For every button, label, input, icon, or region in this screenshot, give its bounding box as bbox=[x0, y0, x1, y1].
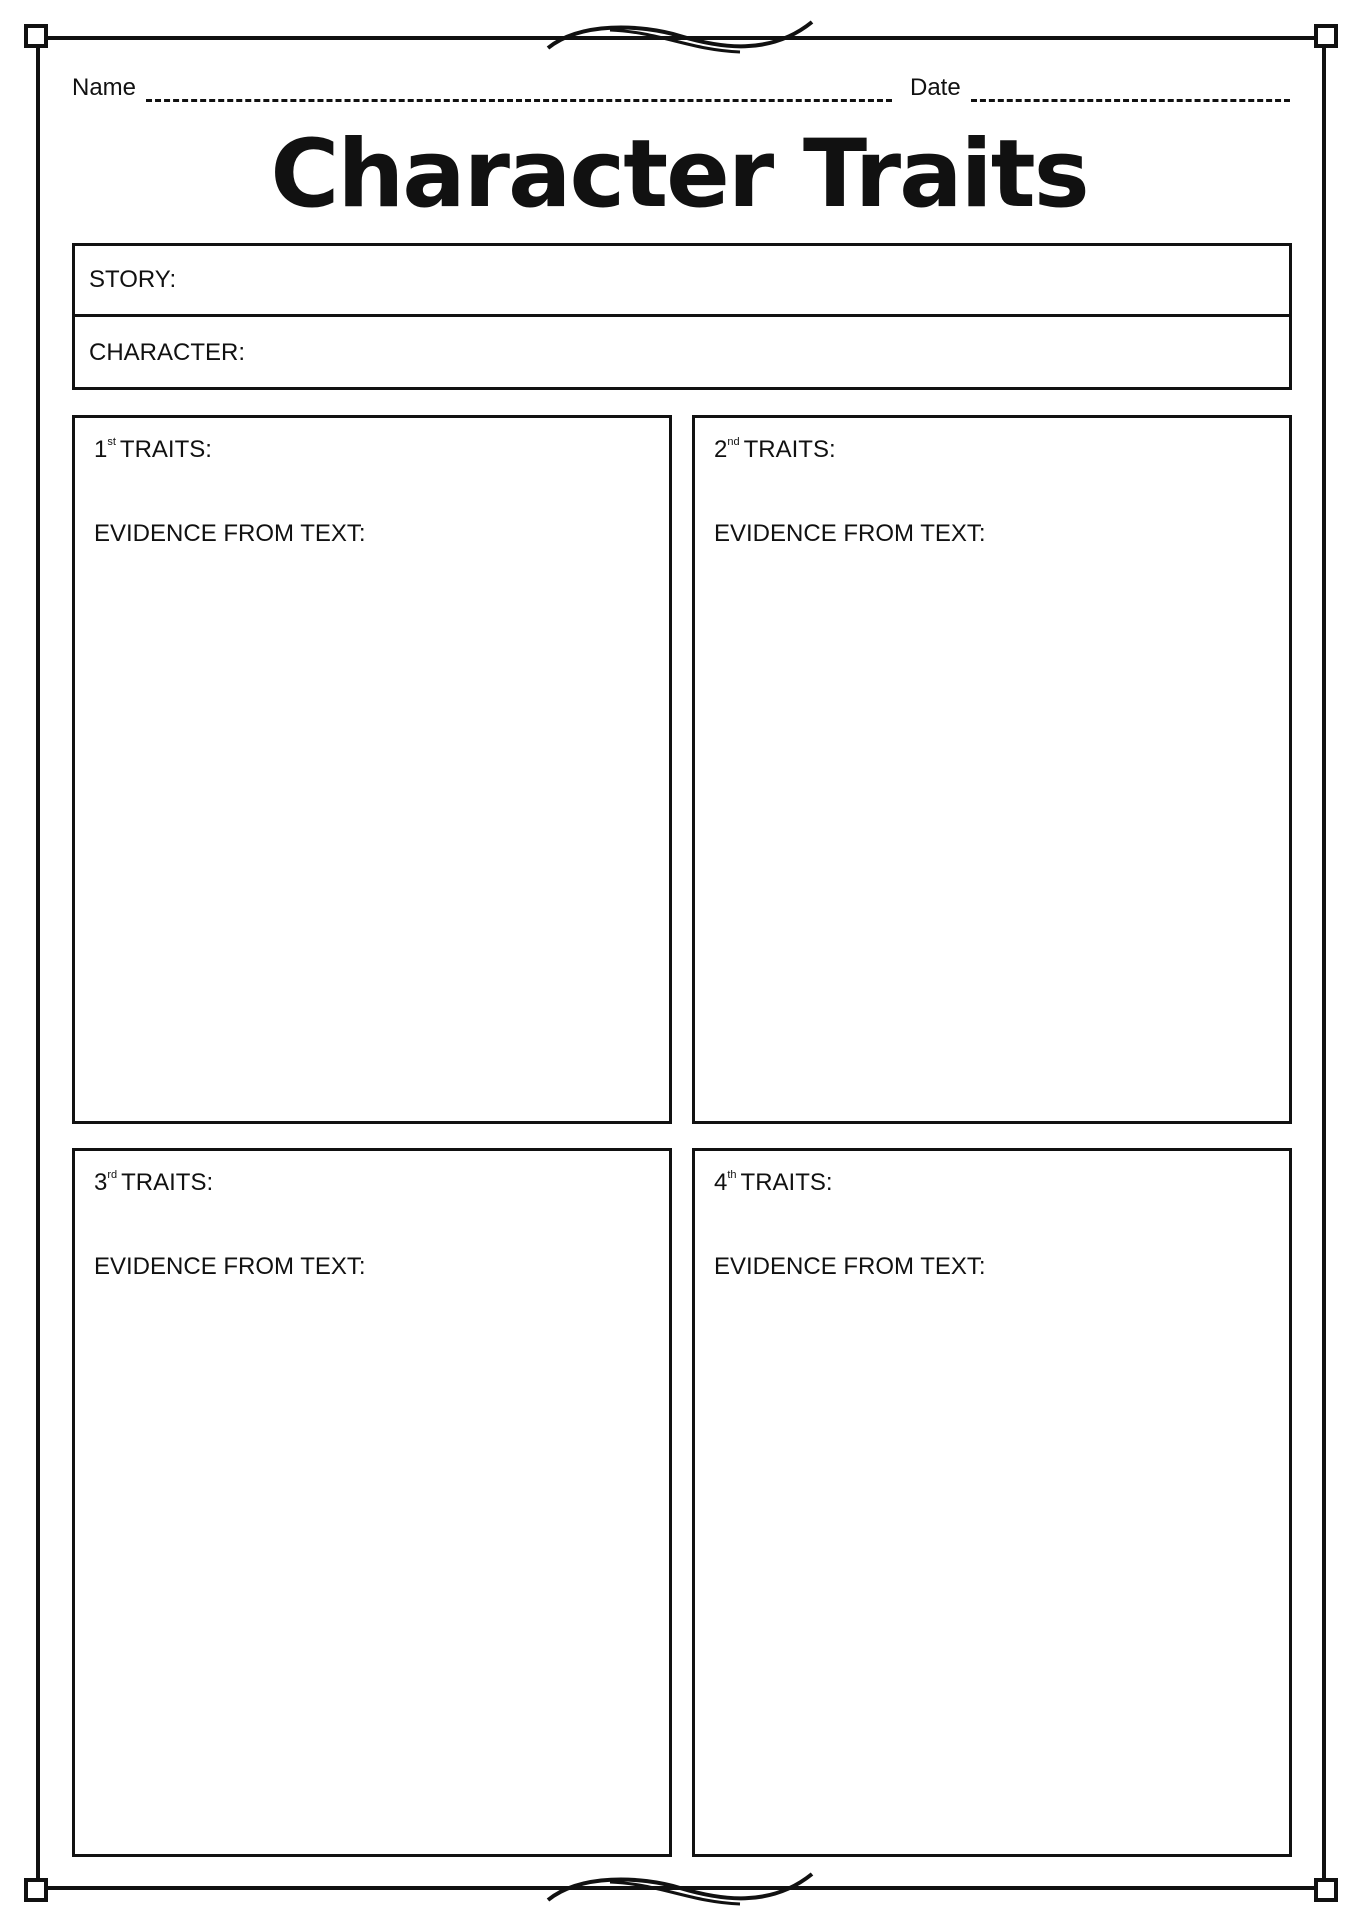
page-title: Character Traits bbox=[270, 120, 1088, 229]
corner-square-top-right bbox=[1314, 24, 1338, 48]
trait-number: 3 bbox=[94, 1169, 108, 1196]
name-field[interactable] bbox=[72, 72, 892, 102]
trait-number: 1 bbox=[94, 436, 108, 463]
trait-label: TRAITS: bbox=[740, 1169, 833, 1196]
story-row[interactable] bbox=[75, 246, 1289, 317]
evidence-label: EVIDENCE FROM TEXT: bbox=[94, 520, 366, 547]
trait-box-4[interactable] bbox=[692, 1148, 1292, 1857]
top-swirl-ornament bbox=[540, 14, 820, 58]
trait-box-2[interactable] bbox=[692, 415, 1292, 1124]
corner-square-bottom-left bbox=[24, 1878, 48, 1902]
evidence-label: EVIDENCE FROM TEXT: bbox=[714, 520, 986, 547]
date-blank-line[interactable] bbox=[971, 77, 1290, 102]
trait-box-3[interactable] bbox=[72, 1148, 672, 1857]
trait-label: TRAITS: bbox=[119, 436, 212, 463]
trait-ordinal-suffix: st bbox=[107, 436, 116, 448]
corner-square-bottom-right bbox=[1314, 1878, 1338, 1902]
character-row[interactable] bbox=[75, 317, 1289, 388]
trait-ordinal-suffix: nd bbox=[727, 436, 740, 448]
date-label: Date bbox=[910, 74, 961, 101]
corner-square-top-left bbox=[24, 24, 48, 48]
trait-number: 2 bbox=[714, 436, 728, 463]
story-label: STORY: bbox=[89, 266, 177, 293]
trait-label: TRAITS: bbox=[743, 436, 836, 463]
trait-heading bbox=[714, 436, 1270, 464]
trait-label: TRAITS: bbox=[121, 1169, 214, 1196]
name-blank-line[interactable] bbox=[146, 77, 892, 102]
trait-box-1[interactable] bbox=[72, 415, 672, 1124]
trait-heading bbox=[94, 1169, 650, 1197]
name-label: Name bbox=[72, 74, 137, 101]
evidence-label: EVIDENCE FROM TEXT: bbox=[714, 1253, 986, 1280]
bottom-swirl-ornament bbox=[540, 1866, 820, 1910]
character-label: CHARACTER: bbox=[89, 338, 246, 366]
date-field[interactable] bbox=[910, 72, 1290, 102]
evidence-label: EVIDENCE FROM TEXT: bbox=[94, 1253, 366, 1280]
trait-heading bbox=[94, 436, 650, 464]
trait-number: 4 bbox=[714, 1169, 728, 1196]
trait-ordinal-suffix: th bbox=[727, 1169, 737, 1181]
trait-heading bbox=[714, 1169, 1270, 1197]
trait-ordinal-suffix: rd bbox=[107, 1169, 118, 1181]
story-character-box bbox=[72, 243, 1292, 390]
